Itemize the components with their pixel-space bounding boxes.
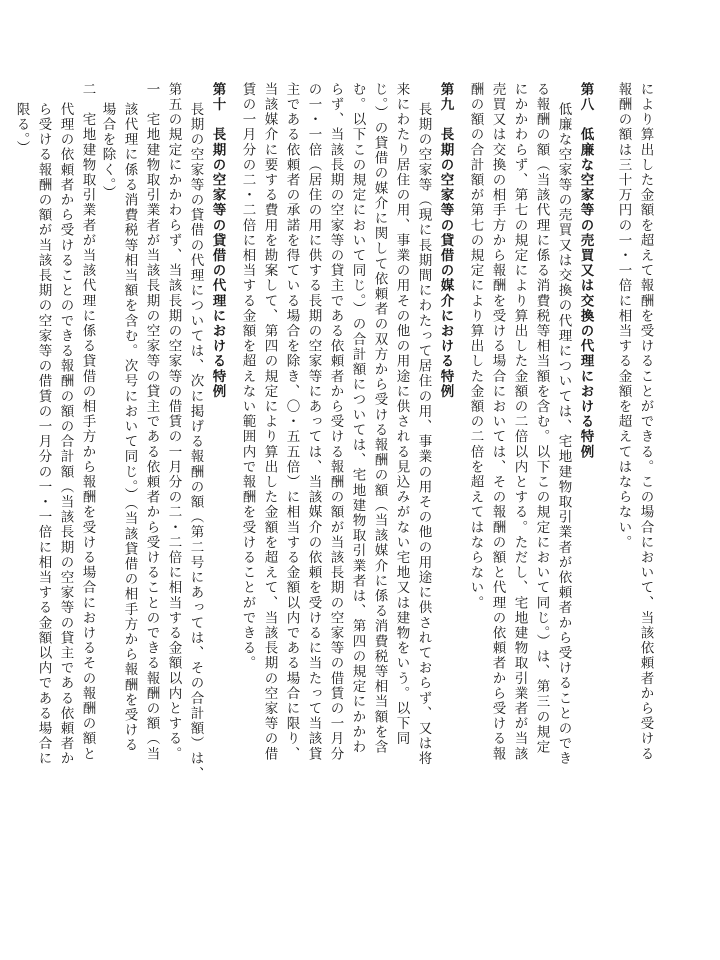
text-line: 主である依頼者の承諾を得ている場合を除き、〇・五五倍）に相当する金額以内である場合に限り、 [283, 82, 300, 762]
text-line: 酬の額の合計額が第七の規定により算出した金額の二倍を超えてはならない。 [467, 82, 484, 611]
text-line: 長期の空家等（現に長期間にわたって居住の用、事業の用その他の用途に供されておらず、又は将 [415, 102, 432, 767]
text-line: 報酬の額は三十万円の一・一倍に相当する金額を超えてはならない。 [615, 82, 632, 551]
text-line: の一・一倍（居住の用に供する長期の空家等にあっては、当該媒介の依頼を受けるに当たって当該貸 [305, 82, 322, 762]
text-line: 二 宅地建物取引業者が当該代理に係る貸借の相手方から報酬を受ける場合におけるその報酬の額と [79, 82, 96, 762]
text-line: 当該媒介に要する費用を勘案して、第四の規定により算出した金額を超えて、当該長期の空家等の借 [261, 82, 278, 762]
text-line: む。以下この規定において同じ。）の合計額については、宅地建物取引業者は、第四の規定にかかわ [349, 82, 366, 755]
text-line: らず、当該長期の空家等の貸主である依頼者から受ける報酬の額が当該長期の空家等の借賃の一月分 [327, 82, 344, 762]
section-heading: 第八 低廉な空家等の売買又は交換の代理における特例 [577, 82, 594, 460]
text-line: 場合を除く。） [99, 102, 116, 201]
text-line: る報酬の額（当該代理に係る消費税等相当額を含む。以下この規定において同じ。）は、第三の規定 [533, 82, 550, 755]
text-line: じ。）の貸借の媒介に関して依頼者の双方から受ける報酬の額（当該媒介に係る消費税等相当額を含 [371, 82, 388, 755]
section-heading: 第九 長期の空家等の貸借の媒介における特例 [437, 82, 454, 400]
text-line: 賃の一月分の二・二倍に相当する金額を超えない範囲内で報酬を受けることができる。 [239, 82, 256, 671]
text-line: 売買又は交換の相手方から報酬を受ける場合においては、その報酬の額と代理の依頼者から受ける報 [489, 82, 506, 762]
section-heading: 第十 長期の空家等の貸借の代理における特例 [209, 82, 226, 400]
text-line: 一 宅地建物取引業者が当該長期の空家等の貸主である依頼者から受けることのできる報酬の額（当 [143, 82, 160, 762]
text-line: ら受ける報酬の額が当該長期の空家等の借賃の一月分の一・一倍に相当する金額以内である場合に [35, 102, 52, 767]
text-line: により算出した金額を超えて報酬を受けることができる。この場合において、当該依頼者から受ける [637, 82, 654, 762]
text-line: 長期の空家等の貸借の代理については、次に掲げる報酬の額（第二号にあっては、その合計額）は、 [187, 102, 204, 782]
text-line: にかかわらず、第七の規定により算出した金額の二倍以内とする。ただし、宅地建物取引業者が当該 [511, 82, 528, 762]
text-line: 代理の依頼者から受けることのできる報酬の額の合計額（当該長期の空家等の貸主である依頼者か [57, 102, 74, 767]
text-line: 該代理に係る消費税等相当額を含む。次号において同じ。）（当該貸借の相手方から報酬を受ける [121, 102, 138, 753]
text-line: 限る。） [13, 102, 30, 156]
text-line: 第五の規定にかかわらず、当該長期の空家等の借賃の一月分の二・二倍に相当する金額以内とする。 [165, 82, 182, 762]
text-line: 低廉な空家等の売買又は交換の代理については、宅地建物取引業者が依頼者から受けることのでき [555, 102, 572, 767]
text-line: 来にわたり居住の用、事業の用その他の用途に供される見込みがない宅地又は建物をいう。以下同 [393, 82, 410, 747]
